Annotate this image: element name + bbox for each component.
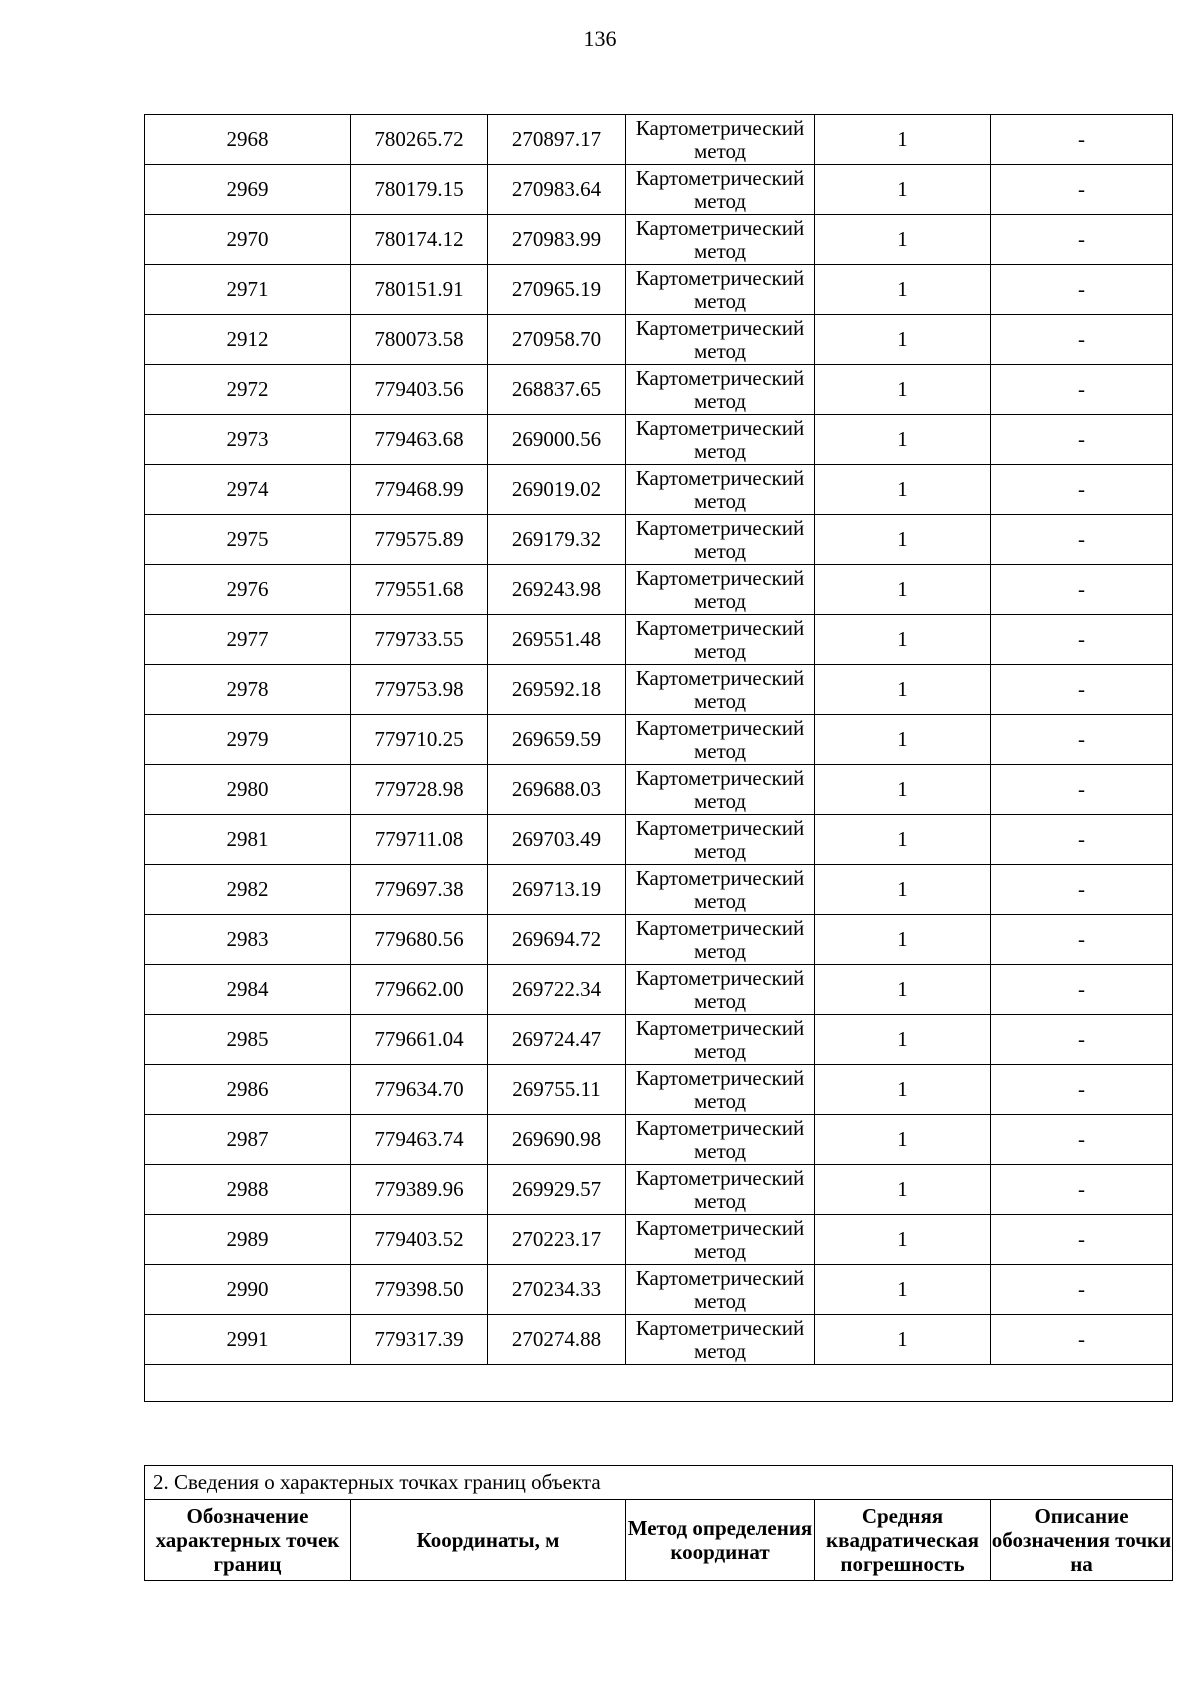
error-cell: 1 <box>815 1315 991 1365</box>
point-number-cell: 2980 <box>145 765 351 815</box>
point-number-cell: 2972 <box>145 365 351 415</box>
coord-y-cell: 269755.11 <box>488 1065 626 1115</box>
point-number-cell: 2989 <box>145 1215 351 1265</box>
method-cell: Картометрический метод <box>626 415 815 465</box>
point-number-cell: 2969 <box>145 165 351 215</box>
coord-x-cell: 779753.98 <box>351 665 488 715</box>
coord-y-cell: 269722.34 <box>488 965 626 1015</box>
point-number-cell: 2983 <box>145 915 351 965</box>
table-row <box>145 965 1173 1015</box>
method-cell: Картометрический метод <box>626 1065 815 1115</box>
coord-y-cell: 269000.56 <box>488 415 626 465</box>
coord-y-cell: 270965.19 <box>488 265 626 315</box>
coord-x-cell: 779711.08 <box>351 815 488 865</box>
error-cell: 1 <box>815 1015 991 1065</box>
point-number-cell: 2912 <box>145 315 351 365</box>
header-coords: Координаты, м <box>351 1500 626 1581</box>
table-row <box>145 565 1173 615</box>
coord-y-cell: 269724.47 <box>488 1015 626 1065</box>
coord-y-cell: 269694.72 <box>488 915 626 965</box>
table-row <box>145 665 1173 715</box>
description-cell: - <box>991 765 1173 815</box>
point-number-cell: 2982 <box>145 865 351 915</box>
coord-y-cell: 269243.98 <box>488 565 626 615</box>
error-cell: 1 <box>815 515 991 565</box>
error-cell: 1 <box>815 265 991 315</box>
method-cell: Картометрический метод <box>626 1115 815 1165</box>
description-cell: - <box>991 565 1173 615</box>
description-cell: - <box>991 1265 1173 1315</box>
description-cell: - <box>991 115 1173 165</box>
error-cell: 1 <box>815 365 991 415</box>
error-cell: 1 <box>815 165 991 215</box>
table-row <box>145 765 1173 815</box>
header-method: Метод определения координат <box>626 1500 815 1581</box>
empty-cell <box>145 1365 1173 1402</box>
error-cell: 1 <box>815 965 991 1015</box>
coord-y-cell: 269019.02 <box>488 465 626 515</box>
description-cell: - <box>991 165 1173 215</box>
error-cell: 1 <box>815 1065 991 1115</box>
coord-x-cell: 779697.38 <box>351 865 488 915</box>
header-point: Обозначение характерных точек границ <box>145 1500 351 1581</box>
error-cell: 1 <box>815 715 991 765</box>
coord-x-cell: 779728.98 <box>351 765 488 815</box>
method-cell: Картометрический метод <box>626 665 815 715</box>
description-cell: - <box>991 215 1173 265</box>
page-number: 136 <box>583 26 617 51</box>
error-cell: 1 <box>815 1215 991 1265</box>
error-cell: 1 <box>815 415 991 465</box>
description-cell: - <box>991 1215 1173 1265</box>
coord-x-cell: 779317.39 <box>351 1315 488 1365</box>
table-row <box>145 615 1173 665</box>
coord-y-cell: 269929.57 <box>488 1165 626 1215</box>
method-cell: Картометрический метод <box>626 915 815 965</box>
method-cell: Картометрический метод <box>626 215 815 265</box>
description-cell: - <box>991 465 1173 515</box>
coordinates-table <box>144 114 1173 1402</box>
empty-row <box>145 1365 1173 1402</box>
description-cell: - <box>991 1115 1173 1165</box>
table-row <box>145 1115 1173 1165</box>
point-number-cell: 2986 <box>145 1065 351 1115</box>
coord-x-cell: 779662.00 <box>351 965 488 1015</box>
method-cell: Картометрический метод <box>626 865 815 915</box>
error-cell: 1 <box>815 1165 991 1215</box>
coord-x-cell: 780179.15 <box>351 165 488 215</box>
method-cell: Картометрический метод <box>626 1015 815 1065</box>
point-number-cell: 2976 <box>145 565 351 615</box>
table-row <box>145 1015 1173 1065</box>
coord-x-cell: 779680.56 <box>351 915 488 965</box>
point-number-cell: 2988 <box>145 1165 351 1215</box>
table-row <box>145 115 1173 165</box>
description-cell: - <box>991 415 1173 465</box>
point-number-cell: 2971 <box>145 265 351 315</box>
coord-y-cell: 270223.17 <box>488 1215 626 1265</box>
error-cell: 1 <box>815 615 991 665</box>
point-number-cell: 2978 <box>145 665 351 715</box>
method-cell: Картометрический метод <box>626 815 815 865</box>
description-cell: - <box>991 265 1173 315</box>
method-cell: Картометрический метод <box>626 515 815 565</box>
coord-x-cell: 779463.68 <box>351 415 488 465</box>
table-row <box>145 315 1173 365</box>
description-cell: - <box>991 715 1173 765</box>
coord-y-cell: 269659.59 <box>488 715 626 765</box>
coord-y-cell: 270983.99 <box>488 215 626 265</box>
coord-y-cell: 269592.18 <box>488 665 626 715</box>
point-number-cell: 2975 <box>145 515 351 565</box>
error-cell: 1 <box>815 765 991 815</box>
coord-y-cell: 269179.32 <box>488 515 626 565</box>
coord-y-cell: 269713.19 <box>488 865 626 915</box>
table-row <box>145 1215 1173 1265</box>
error-cell: 1 <box>815 115 991 165</box>
method-cell: Картометрический метод <box>626 265 815 315</box>
table-row <box>145 1315 1173 1365</box>
coord-x-cell: 780174.12 <box>351 215 488 265</box>
point-number-cell: 2991 <box>145 1315 351 1365</box>
coord-x-cell: 779398.50 <box>351 1265 488 1315</box>
coord-y-cell: 269688.03 <box>488 765 626 815</box>
method-cell: Картометрический метод <box>626 1165 815 1215</box>
point-number-cell: 2974 <box>145 465 351 515</box>
coord-x-cell: 780265.72 <box>351 115 488 165</box>
table-row <box>145 415 1173 465</box>
method-cell: Картометрический метод <box>626 1315 815 1365</box>
coord-x-cell: 779661.04 <box>351 1015 488 1065</box>
coord-y-cell: 270958.70 <box>488 315 626 365</box>
error-cell: 1 <box>815 665 991 715</box>
table-row <box>145 815 1173 865</box>
description-cell: - <box>991 965 1173 1015</box>
point-number-cell: 2977 <box>145 615 351 665</box>
table-row <box>145 465 1173 515</box>
method-cell: Картометрический метод <box>626 465 815 515</box>
table-row <box>145 215 1173 265</box>
coord-x-cell: 779634.70 <box>351 1065 488 1115</box>
point-number-cell: 2979 <box>145 715 351 765</box>
point-number-cell: 2984 <box>145 965 351 1015</box>
error-cell: 1 <box>815 465 991 515</box>
point-number-cell: 2968 <box>145 115 351 165</box>
error-cell: 1 <box>815 815 991 865</box>
error-cell: 1 <box>815 565 991 615</box>
method-cell: Картометрический метод <box>626 115 815 165</box>
method-cell: Картометрический метод <box>626 1215 815 1265</box>
description-cell: - <box>991 915 1173 965</box>
point-number-cell: 2987 <box>145 1115 351 1165</box>
coord-y-cell: 270234.33 <box>488 1265 626 1315</box>
table-row <box>145 1165 1173 1215</box>
error-cell: 1 <box>815 1265 991 1315</box>
coord-y-cell: 270983.64 <box>488 165 626 215</box>
description-cell: - <box>991 1315 1173 1365</box>
table-row <box>145 915 1173 965</box>
method-cell: Картометрический метод <box>626 365 815 415</box>
method-cell: Картометрический метод <box>626 165 815 215</box>
description-cell: - <box>991 365 1173 415</box>
point-number-cell: 2970 <box>145 215 351 265</box>
coord-y-cell: 268837.65 <box>488 365 626 415</box>
description-cell: - <box>991 515 1173 565</box>
coord-x-cell: 780151.91 <box>351 265 488 315</box>
coord-x-cell: 779710.25 <box>351 715 488 765</box>
error-cell: 1 <box>815 865 991 915</box>
coord-x-cell: 779575.89 <box>351 515 488 565</box>
coord-x-cell: 780073.58 <box>351 315 488 365</box>
table-row <box>145 865 1173 915</box>
description-cell: - <box>991 1015 1173 1065</box>
description-cell: - <box>991 665 1173 715</box>
error-cell: 1 <box>815 315 991 365</box>
table-row <box>145 715 1173 765</box>
description-cell: - <box>991 615 1173 665</box>
coord-x-cell: 779468.99 <box>351 465 488 515</box>
coord-x-cell: 779551.68 <box>351 565 488 615</box>
section2-table <box>144 1465 1173 1581</box>
point-number-cell: 2985 <box>145 1015 351 1065</box>
coord-x-cell: 779403.52 <box>351 1215 488 1265</box>
description-cell: - <box>991 865 1173 915</box>
method-cell: Картометрический метод <box>626 765 815 815</box>
method-cell: Картометрический метод <box>626 615 815 665</box>
method-cell: Картометрический метод <box>626 565 815 615</box>
coord-y-cell: 270897.17 <box>488 115 626 165</box>
method-cell: Картометрический метод <box>626 715 815 765</box>
description-cell: - <box>991 815 1173 865</box>
coord-x-cell: 779463.74 <box>351 1115 488 1165</box>
description-cell: - <box>991 315 1173 365</box>
error-cell: 1 <box>815 1115 991 1165</box>
table-row <box>145 515 1173 565</box>
error-cell: 1 <box>815 915 991 965</box>
point-number-cell: 2981 <box>145 815 351 865</box>
coord-y-cell: 270274.88 <box>488 1315 626 1365</box>
point-number-cell: 2990 <box>145 1265 351 1315</box>
table-row <box>145 165 1173 215</box>
table-row <box>145 1265 1173 1315</box>
table-row <box>145 265 1173 315</box>
table-row <box>145 365 1173 415</box>
method-cell: Картометрический метод <box>626 965 815 1015</box>
coord-y-cell: 269690.98 <box>488 1115 626 1165</box>
coord-y-cell: 269551.48 <box>488 615 626 665</box>
table-row <box>145 1065 1173 1115</box>
description-cell: - <box>991 1065 1173 1115</box>
description-cell: - <box>991 1165 1173 1215</box>
method-cell: Картометрический метод <box>626 315 815 365</box>
point-number-cell: 2973 <box>145 415 351 465</box>
error-cell: 1 <box>815 215 991 265</box>
coord-y-cell: 269703.49 <box>488 815 626 865</box>
coord-x-cell: 779733.55 <box>351 615 488 665</box>
method-cell: Картометрический метод <box>626 1265 815 1315</box>
coord-x-cell: 779403.56 <box>351 365 488 415</box>
coord-x-cell: 779389.96 <box>351 1165 488 1215</box>
header-error: Средняя квадратическая погрешность <box>815 1500 991 1581</box>
section2-title: 2. Сведения о характерных точках границ объекта <box>145 1466 1173 1500</box>
header-description: Описание обозначения точки на <box>991 1500 1173 1581</box>
